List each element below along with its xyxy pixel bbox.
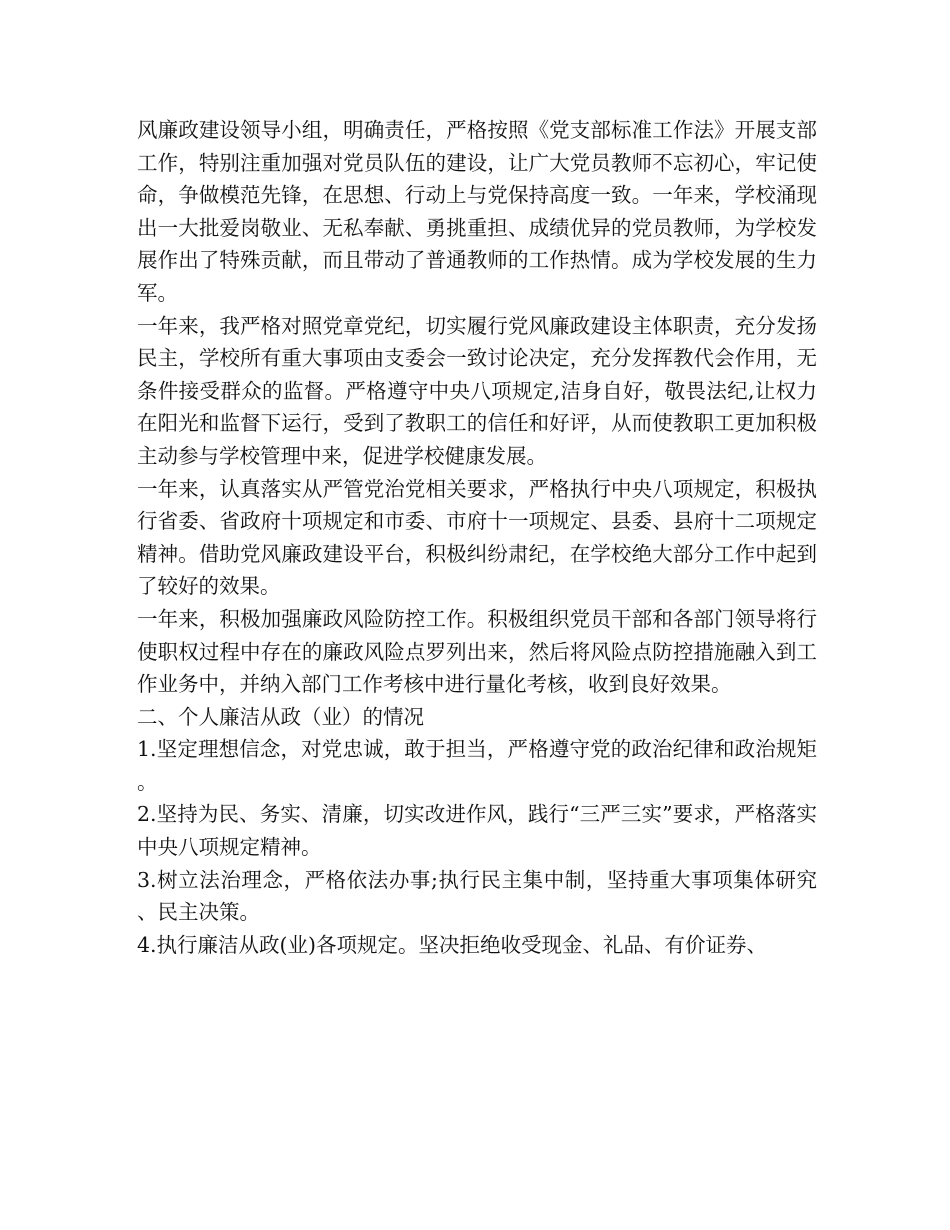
section-heading: 二、个人廉洁从政（业）的情况 (137, 704, 424, 729)
list-item-2: 2.坚持为民、务实、清廉，切实改进作风，践行“三严三实”要求，严格落实中央八项规定精神。 (137, 802, 817, 860)
paragraph-party-discipline: 一年来，我严格对照党章党纪，切实履行党风廉政建设主体职责，充分发扬民主，学校所有重大事项由支委会一致讨论决定，充分发挥教代会作用，无条件接受群众的监督。严格遵守中央八项规定,洁身自好，敬畏法纪,让权力在阳光和监督下运行，受到了教职工的信任和好评，从而使教职工更加积极主动参与学校管理中来，促进学校健康发展。 (137, 313, 817, 468)
paragraph-party-branch: 风廉政建设领导小组，明确责任，严格按照《党支部标准工作法》开展支部工作，特别注重加强对党员队伍的建设，让广大党员教师不忘初心，牢记使命，争做模范先锋，在思想、行动上与党保持高度一致。一年来，学校涌现出一大批爱岗敬业、无私奉献、勇挑重担、成绩优异的党员教师，为学校发展作出了特殊贡献，而且带动了普通教师的工作热情。成为学校发展的生力军。 (137, 118, 817, 305)
paragraph-strict-governance: 一年来，认真落实从严管党治党相关要求，严格执行中央八项规定，积极执行省委、省政府十项规定和市委、市府十一项规定、县委、县府十二项规定精神。借助党风廉政建设平台，积极纠纷肃纪，在学校绝大部分工作中起到了较好的效果。 (137, 476, 817, 599)
paragraph-risk-control: 一年来，积极加强廉政风险防控工作。积极组织党员干部和各部门领导将行使职权过程中存在的廉政风险点罗列出来，然后将风险点防控措施融入到工作业务中，并纳入部门工作考核中进行量化考核，收到良好效果。 (137, 606, 817, 697)
list-item-1: 1.坚定理想信念，对党忠诚，敢于担当，严格遵守党的政治纪律和政治规矩。 (137, 737, 817, 794)
document-body (137, 114, 817, 961)
list-item-4: 4.执行廉洁从政(业)各项规定。坚决拒绝收受现金、礼品、有价证券、 (137, 932, 768, 957)
list-item-3: 3.树立法治理念，严格依法办事;执行民主集中制，坚持重大事项集体研究、民主决策。 (137, 867, 817, 925)
